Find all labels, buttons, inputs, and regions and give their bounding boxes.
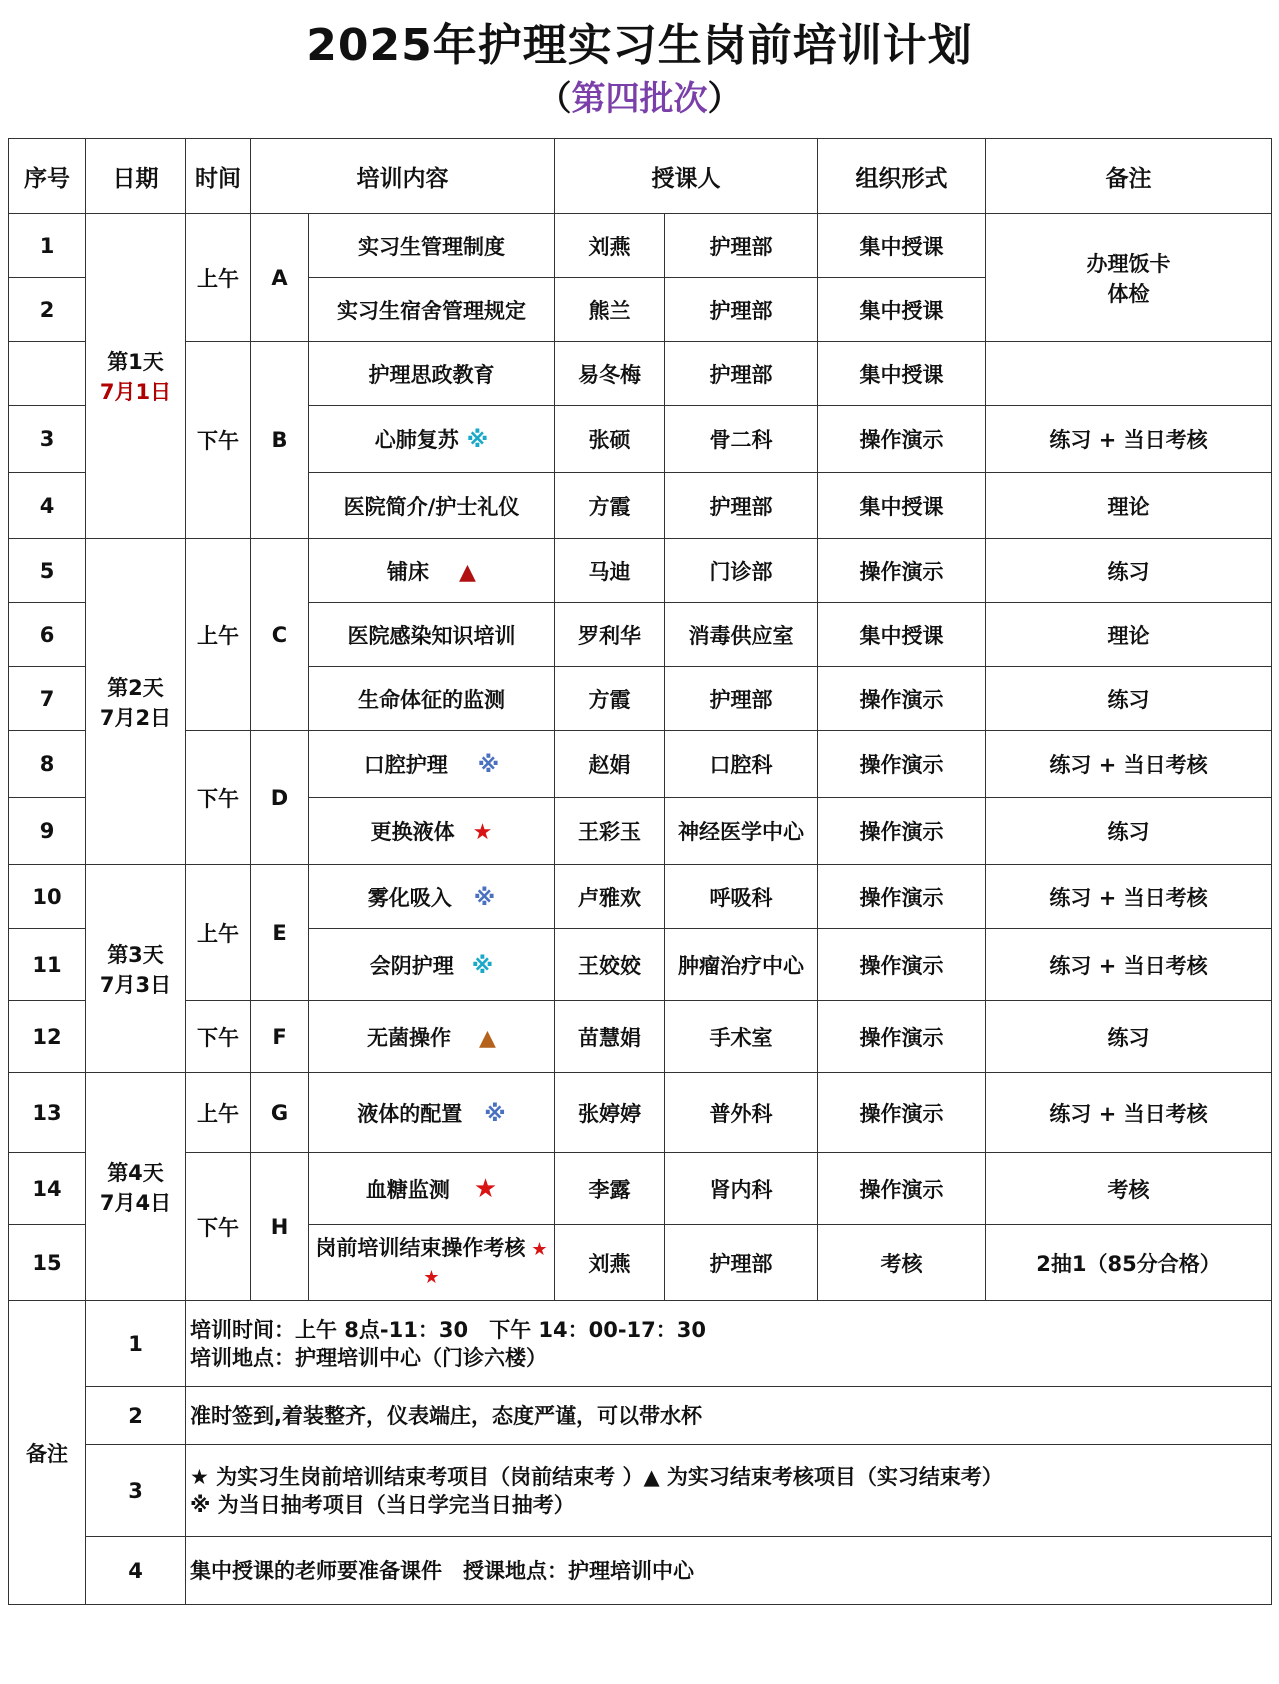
daily-quiz-symbol-icon: ※	[471, 953, 494, 979]
note-line: 办理饭卡	[1086, 251, 1171, 276]
daily-quiz-symbol-icon: ※	[466, 428, 489, 453]
content-cell	[309, 667, 555, 731]
note-cell: 理论	[986, 473, 1272, 539]
header	[8, 8, 1271, 136]
note-cell: 练习	[986, 667, 1272, 731]
row-no: 4	[9, 473, 86, 539]
teacher-cell: 方霞	[555, 473, 665, 539]
note-cell: 练习 + 当日考核	[986, 1073, 1272, 1153]
content-text: 生命体征的监测	[358, 687, 505, 712]
teacher-cell: 王彩玉	[555, 798, 665, 865]
remark-line: 准时签到,着装整齐，仪表端庄，态度严谨，可以带水杯	[190, 1403, 702, 1428]
page-subtitle	[8, 74, 1271, 124]
remark-row	[9, 1445, 1272, 1537]
teacher-cell: 王姣姣	[555, 929, 665, 1001]
remark-row	[9, 1387, 1272, 1445]
form-cell: 操作演示	[818, 539, 986, 603]
subtitle-close-paren: ）	[707, 79, 742, 119]
table-row	[9, 342, 1272, 406]
group-cell: G	[251, 1073, 309, 1153]
content-text: 口腔护理	[363, 753, 448, 777]
dept-cell: 护理部	[665, 1225, 818, 1301]
note-cell: 练习 + 当日考核	[986, 865, 1272, 929]
table-row	[9, 865, 1272, 929]
note-line: 体检	[1107, 281, 1150, 306]
content-text: 更换液体	[370, 820, 455, 844]
teacher-cell: 赵娟	[555, 731, 665, 798]
teacher-cell: 马迪	[555, 539, 665, 603]
col-header-no: 序号	[9, 139, 86, 214]
teacher-cell: 张婷婷	[555, 1073, 665, 1153]
dept-cell: 手术室	[665, 1001, 818, 1073]
teacher-cell: 卢雅欢	[555, 865, 665, 929]
content-text: 雾化吸入	[367, 885, 452, 910]
content-cell	[309, 473, 555, 539]
period-cell: 上午	[186, 214, 251, 342]
content-text: 会阴护理	[369, 953, 454, 978]
content-text: 岗前培训结束操作考核	[315, 1235, 526, 1260]
col-header-note: 备注	[986, 139, 1272, 214]
form-cell: 操作演示	[818, 1001, 986, 1073]
dept-cell: 口腔科	[665, 731, 818, 798]
content-text: 医院感染知识培训	[347, 623, 516, 648]
dept-cell: 护理部	[665, 278, 818, 342]
form-cell: 操作演示	[818, 667, 986, 731]
period-cell: 下午	[186, 342, 251, 539]
form-cell: 集中授课	[818, 342, 986, 406]
day-cell	[86, 865, 186, 1073]
teacher-cell: 刘燕	[555, 1225, 665, 1301]
remark-text	[186, 1301, 1272, 1387]
content-text: 血糖监测	[365, 1177, 450, 1202]
dept-cell: 普外科	[665, 1073, 818, 1153]
content-cell	[309, 1001, 555, 1073]
form-cell: 操作演示	[818, 1153, 986, 1225]
row-no: 8	[9, 731, 86, 798]
subtitle-open-paren: （	[537, 79, 572, 119]
day-cell	[86, 539, 186, 865]
content-text: 心肺复苏	[374, 428, 459, 452]
remark-row	[9, 1537, 1272, 1605]
remark-line: 集中授课的老师要准备课件 授课地点：护理培训中心	[190, 1558, 694, 1583]
content-cell	[309, 1225, 555, 1301]
note-cell	[986, 342, 1272, 406]
dept-cell: 神经医学中心	[665, 798, 818, 865]
group-cell: A	[251, 214, 309, 342]
day-name: 第2天	[107, 675, 164, 700]
note-cell: 2抽1（85分合格）	[986, 1225, 1272, 1301]
row-no: 7	[9, 667, 86, 731]
form-cell: 集中授课	[818, 278, 986, 342]
group-cell: H	[251, 1153, 309, 1301]
content-cell	[309, 1073, 555, 1153]
content-cell	[309, 406, 555, 473]
content-text: 护理思政教育	[368, 362, 495, 387]
group-cell: F	[251, 1001, 309, 1073]
form-cell: 集中授课	[818, 473, 986, 539]
form-cell: 操作演示	[818, 798, 986, 865]
period-cell: 上午	[186, 865, 251, 1001]
form-cell: 操作演示	[818, 929, 986, 1001]
teacher-cell: 刘燕	[555, 214, 665, 278]
col-header-date: 日期	[86, 139, 186, 214]
note-cell: 理论	[986, 603, 1272, 667]
content-cell	[309, 865, 555, 929]
daily-quiz-symbol-icon: ※	[477, 753, 500, 778]
pre-job-exam-star-icon: ★	[472, 820, 493, 845]
table-row	[9, 539, 1272, 603]
note-cell: 练习	[986, 1001, 1272, 1073]
day-name: 第1天	[107, 350, 164, 374]
row-no: 14	[9, 1153, 86, 1225]
teacher-cell: 苗慧娟	[555, 1001, 665, 1073]
content-text: 无菌操作	[367, 1025, 452, 1050]
remark-text	[186, 1387, 1272, 1445]
table-header-row	[9, 139, 1272, 214]
day-cell	[86, 1073, 186, 1301]
table-row	[9, 1153, 1272, 1225]
subtitle-batch: 第四批次	[571, 79, 708, 119]
group-cell: C	[251, 539, 309, 731]
content-text: 铺床	[387, 559, 430, 584]
dept-cell: 骨二科	[665, 406, 818, 473]
content-cell	[309, 342, 555, 406]
period-cell: 下午	[186, 1153, 251, 1301]
note-cell: 练习 + 当日考核	[986, 406, 1272, 473]
dept-cell: 肿瘤治疗中心	[665, 929, 818, 1001]
remark-text	[186, 1445, 1272, 1537]
note-cell: 练习	[986, 798, 1272, 865]
teacher-cell: 方霞	[555, 667, 665, 731]
row-no: 5	[9, 539, 86, 603]
page-title: 2025年护理实习生岗前培训计划	[306, 20, 973, 71]
form-cell: 操作演示	[818, 865, 986, 929]
row-no	[9, 342, 86, 406]
dept-cell: 护理部	[665, 667, 818, 731]
dept-cell: 护理部	[665, 473, 818, 539]
col-header-content: 培训内容	[251, 139, 555, 214]
teacher-cell: 李露	[555, 1153, 665, 1225]
remark-no: 3	[86, 1445, 186, 1537]
day-name: 第4天	[107, 1160, 164, 1185]
content-cell	[309, 278, 555, 342]
row-no: 10	[9, 865, 86, 929]
schedule-table	[8, 138, 1272, 1605]
note-cell: 考核	[986, 1153, 1272, 1225]
remarks-label: 备注	[9, 1301, 86, 1605]
dept-cell: 护理部	[665, 342, 818, 406]
daily-quiz-symbol-icon: ※	[473, 885, 496, 911]
row-no: 13	[9, 1073, 86, 1153]
row-no: 3	[9, 406, 86, 473]
internship-exam-triangle-icon: ▲	[479, 1025, 496, 1051]
row-no: 11	[9, 929, 86, 1001]
day-date: 7月2日	[99, 705, 172, 730]
content-cell	[309, 798, 555, 865]
day-name: 第3天	[107, 942, 164, 967]
period-cell: 上午	[186, 539, 251, 731]
internship-exam-triangle-icon: ▲	[459, 559, 476, 585]
remark-no: 1	[86, 1301, 186, 1387]
group-cell: D	[251, 731, 309, 865]
remark-text	[186, 1537, 1272, 1605]
daily-quiz-symbol-icon: ※	[484, 1101, 506, 1127]
row-no: 9	[9, 798, 86, 865]
row-no: 2	[9, 278, 86, 342]
remark-no: 2	[86, 1387, 186, 1445]
day-date: 7月3日	[99, 972, 172, 997]
period-cell: 上午	[186, 1073, 251, 1153]
content-cell	[309, 539, 555, 603]
pre-job-exam-star-icon: ★	[423, 1266, 440, 1288]
table-row	[9, 731, 1272, 798]
form-cell: 操作演示	[818, 731, 986, 798]
content-text: 实习生管理制度	[358, 234, 505, 259]
remark-no: 4	[86, 1537, 186, 1605]
row-no: 15	[9, 1225, 86, 1301]
remark-line: 培训地点：护理培训中心（门诊六楼）	[190, 1345, 547, 1370]
content-cell	[309, 603, 555, 667]
period-cell: 下午	[186, 731, 251, 865]
note-cell: 练习 + 当日考核	[986, 731, 1272, 798]
note-cell	[986, 214, 1272, 342]
col-header-time: 时间	[186, 139, 251, 214]
col-header-form: 组织形式	[818, 139, 986, 214]
content-cell	[309, 1153, 555, 1225]
note-cell: 练习 + 当日考核	[986, 929, 1272, 1001]
form-cell: 操作演示	[818, 406, 986, 473]
dept-cell: 护理部	[665, 214, 818, 278]
row-no: 1	[9, 214, 86, 278]
remark-line: 培训时间：上午 8点-11：30 下午 14：00-17：30	[190, 1317, 707, 1342]
teacher-cell: 易冬梅	[555, 342, 665, 406]
remark-line: ★ 为实习生岗前培训结束考项目（岗前结束考 ）▲ 为实习结束考核项目（实习结束考）	[190, 1464, 1003, 1489]
dept-cell: 门诊部	[665, 539, 818, 603]
dept-cell: 呼吸科	[665, 865, 818, 929]
day-date: 7月1日	[99, 380, 172, 404]
teacher-cell: 张硕	[555, 406, 665, 473]
remark-row	[9, 1301, 1272, 1387]
content-cell	[309, 731, 555, 798]
teacher-cell: 熊兰	[555, 278, 665, 342]
table-row	[9, 1073, 1272, 1153]
period-cell: 下午	[186, 1001, 251, 1073]
row-no: 12	[9, 1001, 86, 1073]
day-date: 7月4日	[99, 1190, 172, 1215]
note-cell: 练习	[986, 539, 1272, 603]
group-cell: B	[251, 342, 309, 539]
day-cell	[86, 214, 186, 539]
col-header-teacher: 授课人	[555, 139, 818, 214]
content-text: 实习生宿舍管理规定	[337, 298, 526, 323]
form-cell: 集中授课	[818, 214, 986, 278]
pre-job-exam-star-icon: ★	[531, 1238, 548, 1260]
dept-cell: 肾内科	[665, 1153, 818, 1225]
group-cell: E	[251, 865, 309, 1001]
content-text: 液体的配置	[357, 1101, 463, 1126]
content-text: 医院简介/护士礼仪	[343, 494, 520, 519]
teacher-cell: 罗利华	[555, 603, 665, 667]
form-cell: 操作演示	[818, 1073, 986, 1153]
remark-line: ※ 为当日抽考项目（当日学完当日抽考）	[190, 1492, 575, 1517]
form-cell: 集中授课	[818, 603, 986, 667]
content-cell	[309, 214, 555, 278]
dept-cell: 消毒供应室	[665, 603, 818, 667]
row-no: 6	[9, 603, 86, 667]
pre-job-exam-star-icon: ★	[473, 1173, 498, 1204]
content-cell	[309, 929, 555, 1001]
form-cell: 考核	[818, 1225, 986, 1301]
table-row	[9, 214, 1272, 278]
table-row	[9, 1001, 1272, 1073]
